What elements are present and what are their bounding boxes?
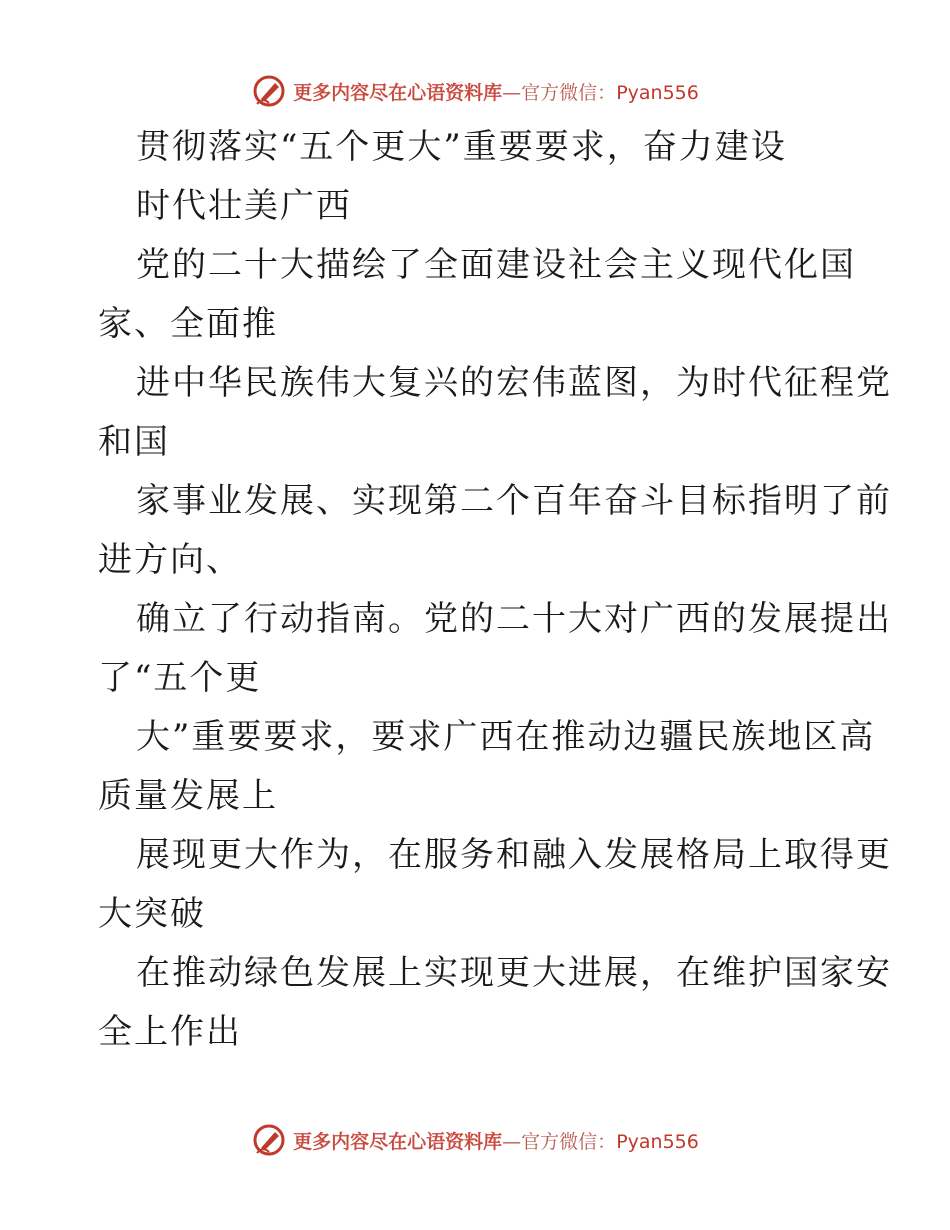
document-line: 质量发展上 (98, 776, 278, 816)
pen-quill-seal-icon (251, 1122, 287, 1158)
pen-quill-seal-icon (251, 73, 287, 109)
document-line: 大突破 (98, 894, 206, 934)
document-line: 贯彻落实“五个更大”重要要求，奋力建设 (136, 127, 787, 167)
footer-banner (0, 1122, 950, 1158)
document-body (98, 124, 892, 1068)
document-line: 大”重要要求，要求广西在推动边疆民族地区高 (136, 717, 876, 757)
document-line: 家事业发展、实现第二个百年奋斗目标指明了前 (136, 481, 892, 521)
document-line: 家、全面推 (98, 304, 278, 344)
header-wechat-id: Pyan556 (616, 81, 699, 104)
document-line: 和国 (98, 422, 170, 462)
document-line: 了“五个更 (98, 658, 262, 698)
document-line: 确立了行动指南。党的二十大对广西的发展提出 (136, 599, 892, 639)
header-banner (0, 73, 950, 109)
document-line: 进中华民族伟大复兴的宏伟蓝图，为时代征程党 (136, 363, 892, 403)
header-promo-text (293, 78, 699, 105)
document-line: 全上作出 (98, 1012, 242, 1052)
document-line: 展现更大作为，在服务和融入发展格局上取得更 (136, 835, 892, 875)
footer-promo-separator: —官方微信： (502, 1130, 617, 1153)
header-promo-main: 更多内容尽在心语资料库 (293, 81, 503, 104)
document-line: 党的二十大描绘了全面建设社会主义现代化国 (136, 245, 856, 285)
document-line: 在推动绿色发展上实现更大进展，在维护国家安 (136, 953, 892, 993)
footer-wechat-id: Pyan556 (616, 1130, 699, 1153)
header-promo-separator: —官方微信： (502, 81, 617, 104)
document-line: 进方向、 (98, 540, 242, 580)
footer-promo-main: 更多内容尽在心语资料库 (293, 1130, 503, 1153)
footer-promo-text (293, 1127, 699, 1154)
document-line: 时代壮美广西 (136, 186, 352, 226)
